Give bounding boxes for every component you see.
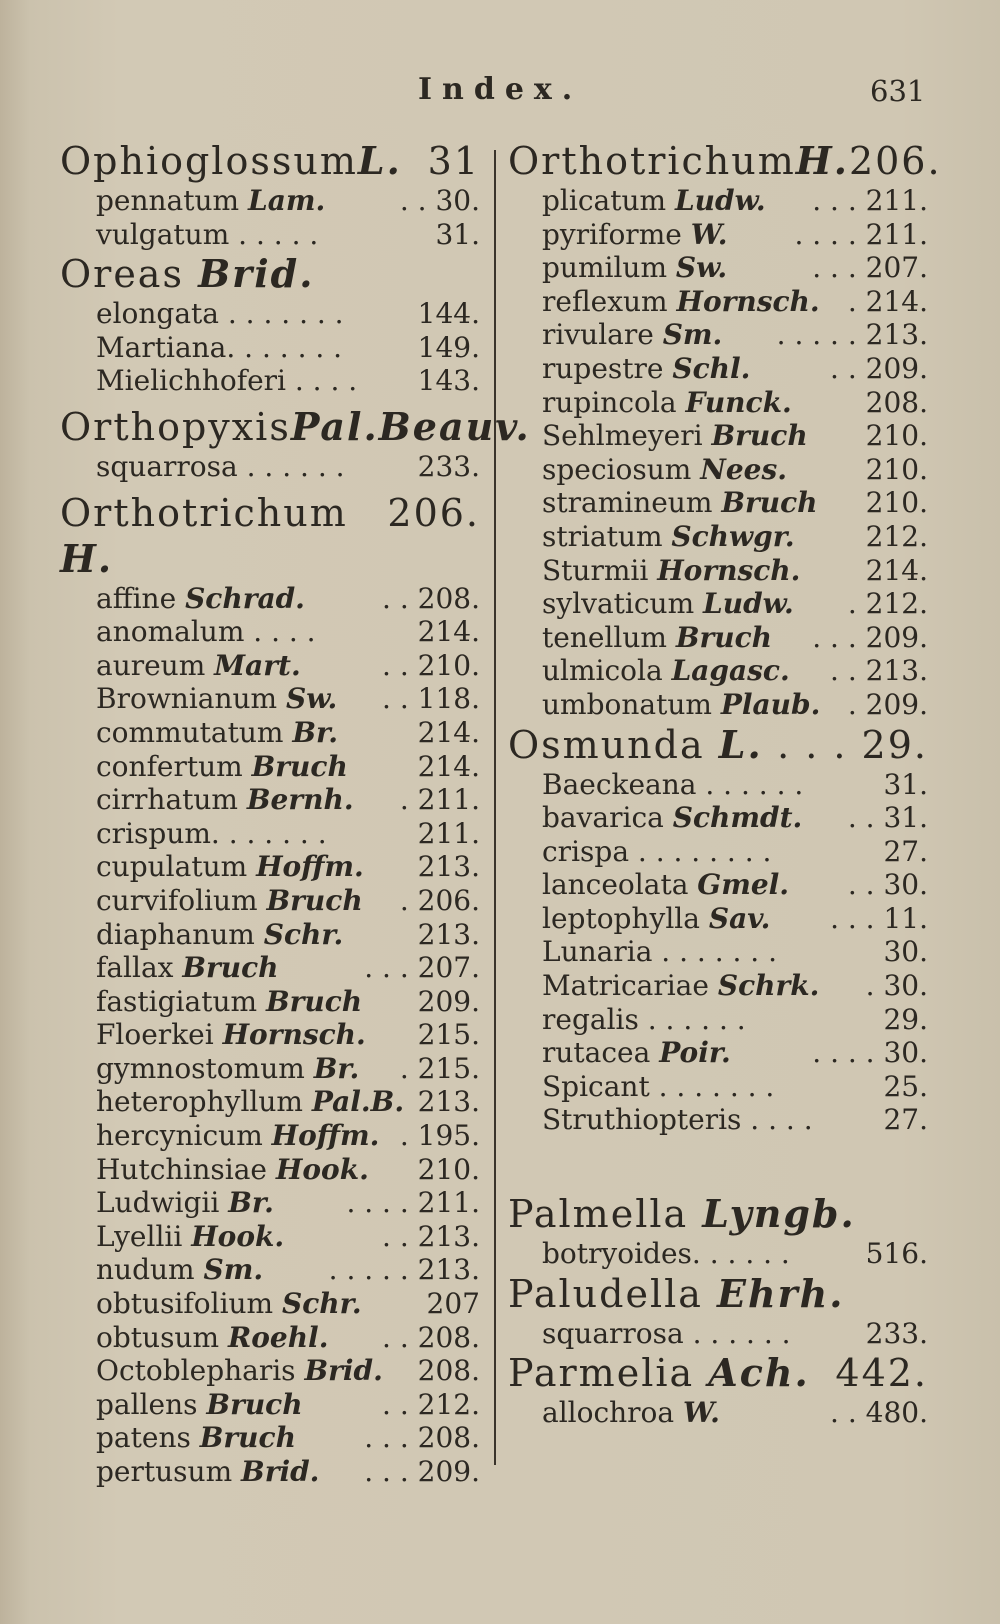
- species-entry: lanceolata Gmel. . . 30.: [542, 868, 928, 902]
- species-entry: Baeckeana . . . . . . 31.: [542, 767, 928, 801]
- index-column-right: [508, 138, 942, 1430]
- species-entry: gymnostomum Br. . 215.: [96, 1051, 480, 1085]
- genus-heading: OrthopyxisPal.Beauv.: [60, 403, 531, 449]
- species-entry: confertum Bruch 214.: [96, 749, 480, 783]
- species-entry: ulmicola Lagasc. . . 213.: [542, 654, 928, 688]
- species-entry: hercynicum Hoffm. . 195.: [96, 1119, 480, 1153]
- genus-heading: Osmunda L. . . . 29.: [508, 721, 928, 767]
- species-entry: Spicant . . . . . . . 25.: [542, 1069, 928, 1103]
- species-entry: curvifolium Bruch . 206.: [96, 883, 480, 917]
- index-column-left: [60, 138, 531, 1489]
- species-entry: nudum Sm. . . . . . 213.: [96, 1253, 480, 1287]
- species-entry: squarrosa . . . . . . 233.: [96, 449, 480, 483]
- species-entry: vulgatum . . . . . 31.: [96, 217, 480, 251]
- species-entry: Struthiopteris . . . . 27.: [542, 1103, 928, 1137]
- species-entry: Mielichhoferi . . . . 143.: [96, 364, 480, 398]
- genus-heading: Paludella Ehrh.: [508, 1270, 845, 1316]
- species-entry: obtusifolium Schr. 207: [96, 1287, 480, 1321]
- species-entry: Lyellii Hook. . . 213.: [96, 1219, 480, 1253]
- species-entry: pertusum Brid. . . . 209.: [96, 1455, 480, 1488]
- species-entry: reflexum Hornsch. . 214.: [542, 284, 928, 318]
- species-entry: rupestre Schl. . . 209.: [542, 351, 928, 385]
- species-entry: pallens Bruch . . 212.: [96, 1387, 480, 1421]
- species-entry: Lunaria . . . . . . . 30.: [542, 935, 928, 969]
- species-entry: crispum. . . . . . . 211.: [96, 816, 480, 850]
- species-entry: squarrosa . . . . . . 233.: [542, 1316, 928, 1350]
- species-entry: cirrhatum Bernh. . 211.: [96, 783, 480, 817]
- species-entry: allochroa W. . . 480.: [542, 1396, 928, 1430]
- species-entry: stramineum Bruch 210.: [542, 486, 928, 520]
- species-entry: Sehlmeyeri Bruch 210.: [542, 419, 928, 453]
- species-entry: bavarica Schmdt. . . 31.: [542, 801, 928, 835]
- species-entry: commutatum Br. 214.: [96, 715, 480, 749]
- species-entry: Sturmii Hornsch. 214.: [542, 553, 928, 587]
- species-entry: Ludwigii Br. . . . . 211.: [96, 1186, 480, 1220]
- page-number: 631: [870, 74, 926, 108]
- genus-heading: Palmella Lyngb.: [508, 1191, 856, 1237]
- species-entry: pyriforme W. . . . . 211.: [542, 217, 928, 251]
- species-entry: rutacea Poir. . . . . 30.: [542, 1036, 928, 1070]
- species-entry: pumilum Sw. . . . 207.: [542, 251, 928, 285]
- genus-heading: Parmelia Ach. 442.: [508, 1350, 928, 1396]
- species-entry: diaphanum Schr. 213.: [96, 917, 480, 951]
- species-entry: obtusum Roehl. . . 208.: [96, 1320, 480, 1354]
- species-entry: pennatum Lam. . . 30.: [96, 184, 480, 217]
- species-entry: striatum Schwgr. 212.: [542, 519, 928, 553]
- species-entry: Hutchinsiae Hook. 210.: [96, 1152, 480, 1186]
- genus-heading: OphioglossumL. 31: [60, 138, 480, 183]
- page-header: [0, 72, 1000, 112]
- species-entry: patens Bruch . . . 208.: [96, 1421, 480, 1455]
- species-entry: plicatum Ludw. . . . 211.: [542, 184, 928, 217]
- species-entry: sylvaticum Ludw. . 212.: [542, 587, 928, 621]
- species-entry: Matricariae Schrk. . 30.: [542, 969, 928, 1003]
- species-entry: cupulatum Hoffm. 213.: [96, 850, 480, 884]
- species-entry: speciosum Nees. 210.: [542, 452, 928, 486]
- species-entry: tenellum Bruch . . . 209.: [542, 620, 928, 654]
- species-entry: aureum Mart. . . 210.: [96, 648, 480, 682]
- genus-heading: Orthotrichum H. 206.: [60, 490, 480, 581]
- running-title: Index.: [418, 72, 583, 107]
- species-entry: crispa . . . . . . . . 27.: [542, 834, 928, 868]
- species-entry: elongata . . . . . . . 144.: [96, 297, 480, 331]
- species-entry: heterophyllum Pal.B. 213.: [96, 1085, 480, 1119]
- species-entry: affine Schrad. . . 208.: [96, 581, 480, 615]
- species-entry: Floerkei Hornsch. 215.: [96, 1018, 480, 1052]
- species-entry: Martiana. . . . . . . 149.: [96, 330, 480, 364]
- species-entry: rivulare Sm. . . . . . 213.: [542, 318, 928, 352]
- species-entry: regalis . . . . . . 29.: [542, 1002, 928, 1036]
- species-entry: Brownianum Sw. . . 118.: [96, 682, 480, 716]
- species-entry: rupincola Funck. 208.: [542, 385, 928, 419]
- species-entry: anomalum . . . . 214.: [96, 615, 480, 649]
- species-entry: fastigiatum Bruch 209.: [96, 984, 480, 1018]
- species-entry: Octoblepharis Brid. 208.: [96, 1354, 480, 1388]
- species-entry: botryoides. . . . . . 516.: [542, 1237, 928, 1271]
- species-entry: umbonatum Plaub. . 209.: [542, 687, 928, 721]
- column-divider: [494, 150, 496, 1465]
- species-entry: fallax Bruch . . . 207.: [96, 951, 480, 985]
- genus-heading: Oreas Brid.: [60, 251, 315, 297]
- species-entry: leptophylla Sav. . . . 11.: [542, 901, 928, 935]
- genus-heading: OrthotrichumH. 206.: [508, 138, 942, 183]
